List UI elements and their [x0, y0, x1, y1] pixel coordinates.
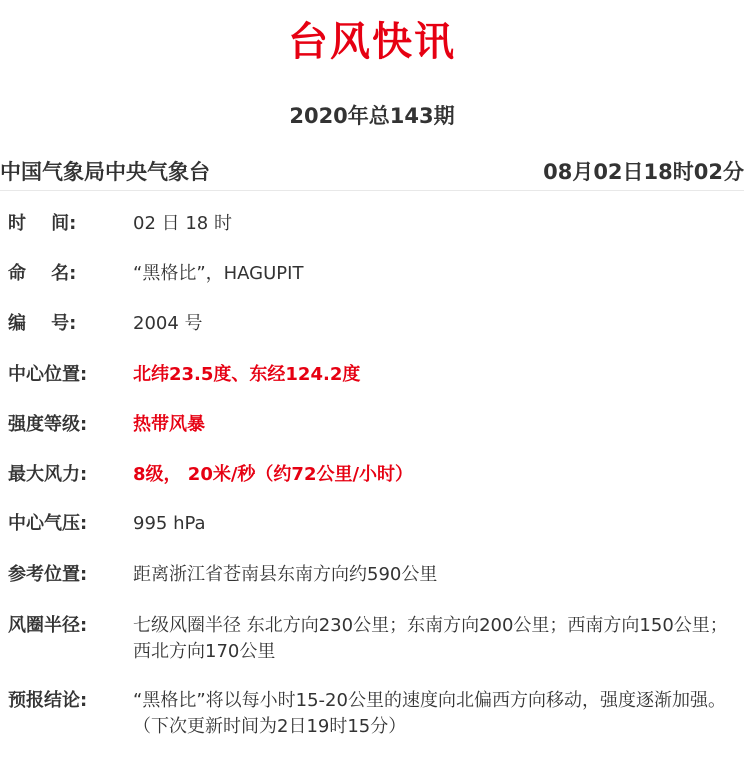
field-intensity-value: 热带风暴 [133, 414, 205, 435]
field-forecast-value-block [133, 688, 732, 740]
field-max-wind-value: 8级， 20米/秒（约72公里/小时） [133, 464, 414, 485]
issue-number: 2020年总143期 [289, 104, 455, 128]
field-forecast-label: 预报结论: [8, 690, 88, 711]
next-update-note: （下次更新时间为2日19时15分） [133, 716, 407, 737]
field-wind-radius-value: 七级风圈半径 东北方向230公里；东南方向200公里；西南方向150公里；西北方向170公里 [133, 615, 728, 662]
field-time-label: 时 间: [8, 213, 77, 234]
field-center-value: 北纬23.5度、东经124.2度 [133, 364, 361, 385]
agency-name: 中国气象局中央气象台 [0, 160, 210, 184]
field-reference-value: 距离浙江省苍南县东南方向约590公里 [133, 564, 438, 585]
field-intensity-label: 强度等级: [8, 414, 88, 435]
field-name-value: “黑格比”，HAGUPIT [133, 263, 304, 284]
field-number-value: 2004 号 [133, 313, 203, 334]
field-forecast-value: “黑格比”将以每小时15-20公里的速度向北偏西方向移动，强度逐渐加强。 [133, 690, 726, 711]
field-reference-label: 参考位置: [8, 564, 88, 585]
field-wind-radius-label: 风圈半径: [8, 615, 88, 636]
field-pressure-value: 995 hPa [133, 513, 206, 534]
issue-time: 08月02日18时02分 [543, 160, 744, 184]
field-time-value: 02 日 18 时 [133, 213, 232, 234]
field-pressure-label: 中心气压: [8, 513, 88, 534]
page-title: 台风快讯 [288, 19, 456, 65]
field-number-label: 编 号: [8, 313, 77, 334]
bulletin-header [0, 156, 744, 191]
field-max-wind-label: 最大风力: [8, 464, 88, 485]
field-center-label: 中心位置: [8, 364, 88, 385]
field-name-label: 命 名: [8, 263, 77, 284]
